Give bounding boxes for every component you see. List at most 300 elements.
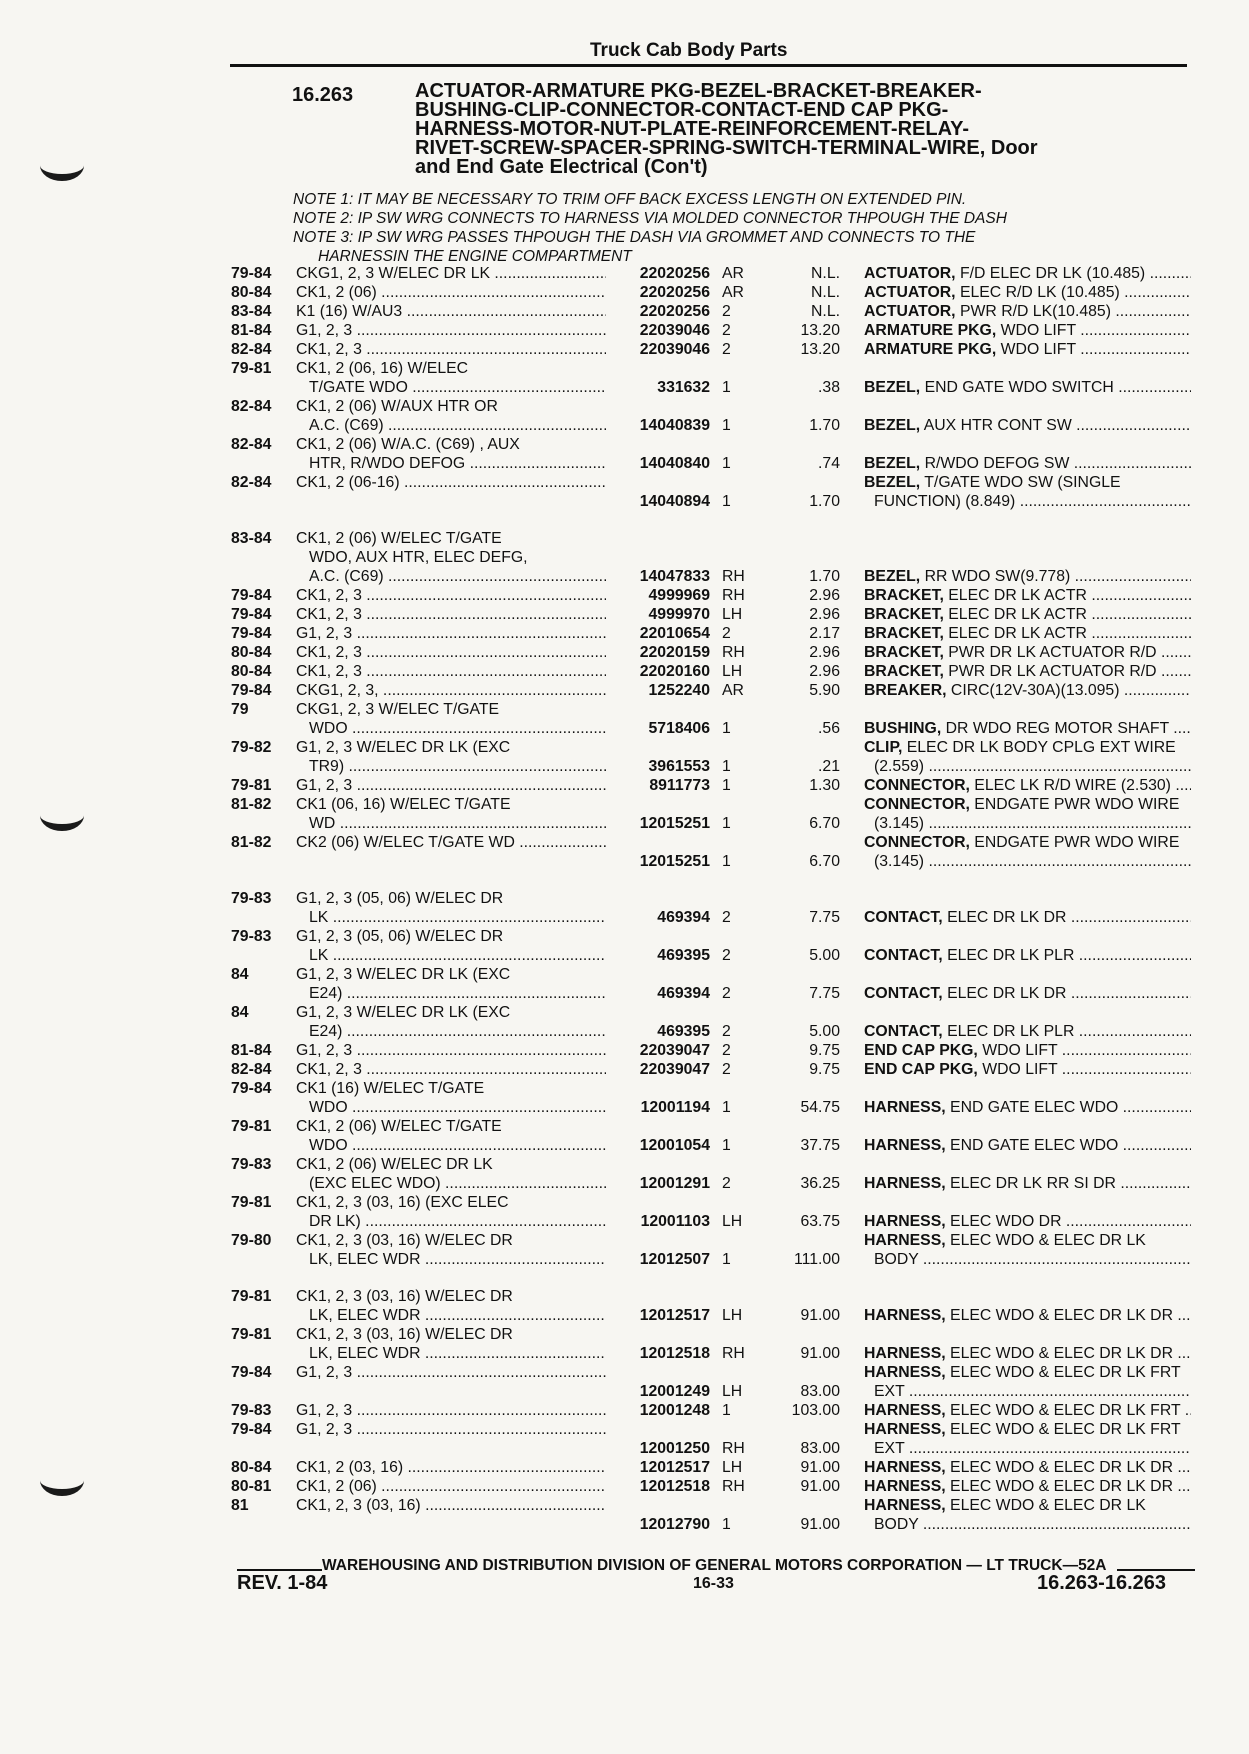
application-desc-line: WDO ..... xyxy=(296,719,606,738)
parts-row xyxy=(231,397,1191,435)
note-line: NOTE 1: IT MAY BE NECESSARY TO TRIM OFF BACK EXCESS LENGTH ON EXTENDED PIN. xyxy=(293,191,967,208)
application-desc-line: CK1, 2 (06) W/A.C. (C69) , AUX xyxy=(296,436,520,453)
application-desc-line: CK1, 2, 3 (03, 16) W/ELEC DR xyxy=(296,1326,513,1343)
part-number: 12012518 xyxy=(639,1345,710,1362)
part-name xyxy=(846,1231,1191,1269)
part-name xyxy=(846,643,1191,662)
part-number: 4999969 xyxy=(648,587,710,604)
application-desc xyxy=(296,700,606,738)
model-years: 79-84 xyxy=(231,265,272,282)
part-name-key: HARNESS, xyxy=(864,1232,946,1249)
part-number: 12012507 xyxy=(639,1251,710,1268)
part-name xyxy=(846,833,1191,871)
part-name-detail: ELEC DR LK DR xyxy=(947,909,1067,926)
part-name xyxy=(846,416,1191,435)
part-name-detail: END GATE ELEC WDO xyxy=(950,1137,1119,1154)
part-name xyxy=(846,1306,1191,1325)
quantity: 1 xyxy=(722,379,731,396)
part-number: 12001194 xyxy=(640,1099,710,1116)
application-desc-line: CK2 (06) W/ELEC T/GATE WD ..... xyxy=(296,833,606,852)
part-name-key: BEZEL, xyxy=(864,379,921,396)
list-price: 36.25 xyxy=(800,1175,840,1192)
model-years: 81-84 xyxy=(231,322,272,339)
part-name-detail: ELEC WDO & ELEC DR LK FRT xyxy=(950,1421,1181,1438)
part-name xyxy=(846,1477,1191,1496)
application-desc-line: A.C. (C69) ..... xyxy=(296,416,606,435)
parts-row xyxy=(231,776,1191,795)
application-desc xyxy=(296,681,606,700)
section-title xyxy=(415,82,1155,177)
part-name-detail: ELEC DR LK ACTR xyxy=(948,625,1087,642)
part-name-detail: ELEC WDO & ELEC DR LK xyxy=(950,1232,1146,1249)
application-desc-line: G1, 2, 3 ..... xyxy=(296,1041,606,1060)
part-name xyxy=(846,321,1191,340)
page-header-title: Truck Cab Body Parts xyxy=(590,40,788,61)
header-rule xyxy=(230,64,1187,67)
application-desc-line: G1, 2, 3 ..... xyxy=(296,321,606,340)
part-name-key: BRACKET, xyxy=(864,644,944,661)
list-price: 2.17 xyxy=(809,625,840,642)
application-desc xyxy=(296,1060,606,1079)
application-desc xyxy=(296,1155,606,1193)
list-price: 2.96 xyxy=(809,663,840,680)
part-name-detail: ELEC WDO & ELEC DR LK DR xyxy=(950,1345,1173,1362)
application-desc-line: CKG1, 2, 3 W/ELEC DR LK ..... xyxy=(296,264,606,283)
application-desc-line: CKG1, 2, 3 W/ELEC T/GATE xyxy=(296,701,500,718)
section-title-line: and End Gate Electrical (Con't) xyxy=(415,156,708,178)
list-price: 83.00 xyxy=(800,1440,840,1457)
application-desc xyxy=(296,1420,606,1439)
punch-hole-mark xyxy=(40,1465,84,1496)
part-name-detail: ELEC WDO & ELEC DR LK FRT xyxy=(950,1402,1181,1419)
model-years: 79-80 xyxy=(231,1232,272,1249)
application-desc-line: G1, 2, 3 ..... xyxy=(296,1363,606,1382)
list-price: 6.70 xyxy=(809,853,840,870)
model-years: 79-83 xyxy=(231,928,272,945)
part-name xyxy=(846,719,1191,738)
application-desc xyxy=(296,1477,606,1496)
part-number: 5718406 xyxy=(648,720,710,737)
parts-row xyxy=(231,473,1191,511)
part-name xyxy=(846,1022,1191,1041)
list-price: 91.00 xyxy=(800,1459,840,1476)
quantity: 2 xyxy=(722,947,731,964)
model-years: 79 xyxy=(231,701,249,718)
parts-row xyxy=(231,662,1191,681)
part-name-detail: DR WDO REG MOTOR SHAFT xyxy=(945,720,1169,737)
part-name-key: HARNESS, xyxy=(864,1478,946,1495)
list-price: 13.20 xyxy=(800,341,840,358)
part-name xyxy=(846,908,1191,927)
application-desc-line: G1, 2, 3 W/ELEC DR LK (EXC xyxy=(296,966,511,983)
quantity: 1 xyxy=(722,493,731,510)
list-price: 5.90 xyxy=(809,682,840,699)
application-desc-line: G1, 2, 3 W/ELEC DR LK (EXC xyxy=(296,739,511,756)
application-desc-line: T/GATE WDO ..... xyxy=(296,378,606,397)
application-desc-line: HTR, R/WDO DEFOG ..... xyxy=(296,454,606,473)
application-desc xyxy=(296,1041,606,1060)
part-name xyxy=(846,662,1191,681)
part-number: 3961553 xyxy=(648,758,710,775)
parts-row xyxy=(231,1325,1191,1363)
model-years: 79-84 xyxy=(231,1080,272,1097)
page-number: 16-33 xyxy=(693,1575,734,1592)
parts-row xyxy=(231,643,1191,662)
footer-rule xyxy=(237,1569,322,1571)
model-years: 79-81 xyxy=(231,1194,272,1211)
model-years: 80-84 xyxy=(231,663,272,680)
part-name-key: HARNESS, xyxy=(864,1213,946,1230)
part-number: 12015251 xyxy=(639,815,710,832)
application-desc xyxy=(296,321,606,340)
list-price: N.L. xyxy=(811,265,840,282)
application-desc xyxy=(296,340,606,359)
quantity: LH xyxy=(722,1459,743,1476)
part-name-detail: PWR DR LK ACTUATOR R/D xyxy=(948,644,1157,661)
part-number: 22039046 xyxy=(639,341,710,358)
application-desc-line: CK1, 2, 3 ..... xyxy=(296,1060,606,1079)
part-name-key: BEZEL, xyxy=(864,417,921,434)
part-name-detail: WDO LIFT xyxy=(982,1061,1058,1078)
part-name-continuation: EXT ..... xyxy=(864,1439,1191,1458)
application-desc xyxy=(296,927,606,965)
application-desc-line: LK, ELEC WDR ..... xyxy=(296,1250,606,1269)
application-desc xyxy=(296,473,606,492)
part-name xyxy=(846,1060,1191,1079)
quantity: 1 xyxy=(722,1137,731,1154)
part-name xyxy=(846,681,1191,700)
part-name-detail: CIRC(12V-30A)(13.095) xyxy=(950,682,1120,699)
application-desc-line: CK1 (06, 16) W/ELEC T/GATE xyxy=(296,796,511,813)
part-name-key: HARNESS, xyxy=(864,1099,946,1116)
part-number: 22039047 xyxy=(639,1042,710,1059)
part-name-detail: ELEC DR LK BODY CPLG EXT WIRE xyxy=(906,739,1176,756)
part-number: 12012517 xyxy=(639,1459,710,1476)
application-desc xyxy=(296,264,606,283)
part-name-detail: ELEC WDO DR xyxy=(950,1213,1062,1230)
list-price: 2.96 xyxy=(809,587,840,604)
part-name xyxy=(846,567,1191,586)
part-number: 14040840 xyxy=(639,455,710,472)
parts-row xyxy=(231,1420,1191,1458)
application-desc-line: G1, 2, 3 ..... xyxy=(296,776,606,795)
list-price: 7.75 xyxy=(809,909,840,926)
application-desc xyxy=(296,435,606,473)
application-desc xyxy=(296,662,606,681)
part-name-key: BRACKET, xyxy=(864,625,944,642)
parts-row xyxy=(231,965,1191,1003)
quantity: LH xyxy=(722,1307,743,1324)
quantity: RH xyxy=(722,587,745,604)
parts-row xyxy=(231,264,1191,283)
application-desc xyxy=(296,397,606,435)
application-desc-line: E24) ..... xyxy=(296,1022,606,1041)
model-years: 79-83 xyxy=(231,1402,272,1419)
parts-row xyxy=(231,1041,1191,1060)
section-title-line: HARNESS-MOTOR-NUT-PLATE-REINFORCEMENT-RELAY- xyxy=(415,118,970,140)
parts-row xyxy=(231,795,1191,833)
application-desc-line: G1, 2, 3 ..... xyxy=(296,1420,606,1439)
parts-row xyxy=(231,1060,1191,1079)
application-desc-line: TR9) ..... xyxy=(296,757,606,776)
quantity: RH xyxy=(722,568,745,585)
parts-row xyxy=(231,833,1191,871)
part-name-key: END CAP PKG, xyxy=(864,1061,978,1078)
part-name-detail: T/GATE WDO SW (SINGLE xyxy=(924,474,1121,491)
model-years: 79-84 xyxy=(231,1364,272,1381)
application-desc xyxy=(296,1003,606,1041)
model-years: 81-82 xyxy=(231,834,272,851)
list-price: 5.00 xyxy=(809,947,840,964)
part-name-key: CONTACT, xyxy=(864,1023,943,1040)
part-name xyxy=(846,738,1191,776)
part-name xyxy=(846,1401,1191,1420)
list-price: 1.70 xyxy=(809,493,840,510)
parts-row xyxy=(231,529,1191,586)
notes-block xyxy=(293,190,1193,266)
model-years: 82-84 xyxy=(231,1061,272,1078)
model-years: 79-84 xyxy=(231,1421,272,1438)
part-number: 12001291 xyxy=(639,1175,710,1192)
part-name xyxy=(846,1098,1191,1117)
application-desc xyxy=(296,529,606,586)
part-name-detail: ELEC DR LK PLR xyxy=(947,1023,1075,1040)
parts-row xyxy=(231,586,1191,605)
model-years: 79-83 xyxy=(231,1156,272,1173)
application-desc-line: G1, 2, 3 (05, 06) W/ELEC DR xyxy=(296,928,504,945)
quantity: 2 xyxy=(722,985,731,1002)
part-name xyxy=(846,264,1191,283)
list-price: 9.75 xyxy=(809,1042,840,1059)
part-name-key: BREAKER, xyxy=(864,682,947,699)
part-name-detail: PWR R/D LK(10.485) xyxy=(959,303,1111,320)
model-years: 82-84 xyxy=(231,398,272,415)
part-number: 12001248 xyxy=(639,1402,710,1419)
part-number: 12015251 xyxy=(639,853,710,870)
quantity: 2 xyxy=(722,322,731,339)
quantity: 1 xyxy=(722,758,731,775)
part-number: 22020159 xyxy=(639,644,710,661)
model-years: 79-81 xyxy=(231,360,272,377)
list-price: 91.00 xyxy=(800,1478,840,1495)
list-price: 6.70 xyxy=(809,815,840,832)
part-name xyxy=(846,340,1191,359)
quantity: 2 xyxy=(722,1061,731,1078)
application-desc xyxy=(296,738,606,776)
part-name-continuation: FUNCTION) (8.849) ..... xyxy=(864,492,1191,511)
part-name-key: HARNESS, xyxy=(864,1137,946,1154)
model-years: 79-84 xyxy=(231,625,272,642)
application-desc xyxy=(296,965,606,1003)
part-name-key: BEZEL, xyxy=(864,474,921,491)
part-name-key: HARNESS, xyxy=(864,1175,946,1192)
model-years: 79-83 xyxy=(231,890,272,907)
revision-label: REV. 1-84 xyxy=(237,1572,328,1594)
quantity: LH xyxy=(722,663,743,680)
part-number: 14047833 xyxy=(639,568,710,585)
part-number: 22039047 xyxy=(639,1061,710,1078)
part-name-key: CONTACT, xyxy=(864,909,943,926)
model-years: 80-84 xyxy=(231,284,272,301)
part-number: 8911773 xyxy=(649,777,710,794)
part-name-key: BRACKET, xyxy=(864,587,944,604)
list-price: .56 xyxy=(818,720,840,737)
quantity: 2 xyxy=(722,1042,731,1059)
part-name-detail: AUX HTR CONT SW xyxy=(923,417,1072,434)
list-price: 1.70 xyxy=(809,568,840,585)
part-name-continuation: (3.145) ..... xyxy=(864,852,1191,871)
part-number: 12012518 xyxy=(639,1478,710,1495)
part-name xyxy=(846,1458,1191,1477)
application-desc-line: K1 (16) W/AU3 ..... xyxy=(296,302,606,321)
application-desc-line: WDO ..... xyxy=(296,1098,606,1117)
part-name xyxy=(846,454,1191,473)
application-desc xyxy=(296,586,606,605)
parts-row xyxy=(231,700,1191,738)
part-name xyxy=(846,1174,1191,1193)
parts-row xyxy=(231,1155,1191,1193)
part-number: 22010654 xyxy=(639,625,710,642)
parts-row xyxy=(231,340,1191,359)
part-name xyxy=(846,776,1191,795)
part-name-key: ACTUATOR, xyxy=(864,303,956,320)
quantity: 1 xyxy=(722,853,731,870)
model-years: 80-84 xyxy=(231,1459,272,1476)
application-desc xyxy=(296,795,606,833)
list-price: 63.75 xyxy=(800,1213,840,1230)
part-name-key: HARNESS, xyxy=(864,1402,946,1419)
model-years: 81 xyxy=(231,1497,249,1514)
model-years: 82-84 xyxy=(231,436,272,453)
part-name xyxy=(846,795,1191,833)
quantity: 2 xyxy=(722,341,731,358)
model-years: 79-81 xyxy=(231,1326,272,1343)
parts-row xyxy=(231,359,1191,397)
application-desc-line: CK1, 2, 3 (03, 16) W/ELEC DR xyxy=(296,1232,513,1249)
quantity: 1 xyxy=(722,777,731,794)
list-price: 83.00 xyxy=(800,1383,840,1400)
model-years: 79-81 xyxy=(231,1288,272,1305)
part-number: 12001249 xyxy=(639,1383,710,1400)
part-name xyxy=(846,1212,1191,1231)
part-name-detail: RR WDO SW(9.778) xyxy=(924,568,1071,585)
part-number: 4999970 xyxy=(648,606,710,623)
list-price: 1.70 xyxy=(809,417,840,434)
note-line: NOTE 2: IP SW WRG CONNECTS TO HARNESS VIA MOLDED CONNECTOR THPOUGH THE DASH xyxy=(293,210,1007,227)
quantity: 2 xyxy=(722,909,731,926)
part-name-key: HARNESS, xyxy=(864,1364,946,1381)
section-range: 16.263-16.263 xyxy=(1037,1572,1167,1594)
parts-row xyxy=(231,1477,1191,1496)
part-name-continuation: BODY ..... xyxy=(864,1250,1191,1269)
list-price: .21 xyxy=(818,758,840,775)
model-years: 79-81 xyxy=(231,777,272,794)
application-desc xyxy=(296,1193,606,1231)
parts-row xyxy=(231,889,1191,927)
quantity: 1 xyxy=(722,417,731,434)
part-name-detail: ELEC WDO & ELEC DR LK FRT xyxy=(950,1364,1181,1381)
part-name-continuation: (2.559) ..... xyxy=(864,757,1191,776)
part-number: 12001250 xyxy=(639,1440,710,1457)
part-name-detail: ELEC DR LK DR xyxy=(947,985,1067,1002)
part-number: 14040894 xyxy=(639,493,710,510)
parts-row xyxy=(231,738,1191,776)
quantity: LH xyxy=(722,1383,743,1400)
part-number: 22020256 xyxy=(639,303,710,320)
quantity: 2 xyxy=(722,625,731,642)
part-name-key: BEZEL, xyxy=(864,455,921,472)
part-name xyxy=(846,1496,1191,1534)
parts-row xyxy=(231,1496,1191,1534)
application-desc xyxy=(296,283,606,302)
application-desc-line: CK1, 2, 3 (03, 16) ..... xyxy=(296,1496,606,1515)
part-name-detail: ENDGATE PWR WDO WIRE xyxy=(974,796,1180,813)
parts-row xyxy=(231,1401,1191,1420)
section-title-line: BUSHING-CLIP-CONNECTOR-CONTACT-END CAP PKG- xyxy=(415,99,949,121)
application-desc xyxy=(296,1287,606,1325)
model-years: 79-82 xyxy=(231,739,272,756)
part-number: 22020256 xyxy=(639,284,710,301)
quantity: 1 xyxy=(722,1402,731,1419)
part-name-key: CONTACT, xyxy=(864,947,943,964)
model-years: 79-81 xyxy=(231,1118,272,1135)
model-years: 84 xyxy=(231,966,249,983)
quantity: AR xyxy=(722,284,744,301)
list-price: 54.75 xyxy=(800,1099,840,1116)
list-price: 9.75 xyxy=(809,1061,840,1078)
part-number: 22020256 xyxy=(639,265,710,282)
application-desc xyxy=(296,1496,606,1515)
quantity: 1 xyxy=(722,1516,731,1533)
list-price: N.L. xyxy=(811,303,840,320)
part-name xyxy=(846,605,1191,624)
model-years: 83-84 xyxy=(231,303,272,320)
list-price: 37.75 xyxy=(800,1137,840,1154)
application-desc-line: CK1, 2 (06) ..... xyxy=(296,1477,606,1496)
quantity: 1 xyxy=(722,815,731,832)
parts-row xyxy=(231,624,1191,643)
part-name-detail: ELEC WDO & ELEC DR LK DR xyxy=(950,1478,1173,1495)
part-name-detail: ELEC WDO & ELEC DR LK DR xyxy=(950,1307,1173,1324)
quantity: LH xyxy=(722,606,743,623)
part-name-detail: ELEC DR LK RR SI DR xyxy=(950,1175,1116,1192)
part-name-detail: WDO LIFT xyxy=(982,1042,1058,1059)
quantity: 2 xyxy=(722,1175,731,1192)
part-name xyxy=(846,624,1191,643)
application-desc-line: CK1, 2, 3 ..... xyxy=(296,605,606,624)
application-desc xyxy=(296,1079,606,1117)
list-price: N.L. xyxy=(811,284,840,301)
part-number: 469394 xyxy=(657,985,710,1002)
part-name-continuation: (3.145) ..... xyxy=(864,814,1191,833)
part-name-detail: ELEC WDO & ELEC DR LK DR xyxy=(950,1459,1173,1476)
application-desc xyxy=(296,1363,606,1382)
list-price: 2.96 xyxy=(809,606,840,623)
part-name-key: HARNESS, xyxy=(864,1345,946,1362)
list-price: 13.20 xyxy=(800,322,840,339)
part-name-key: ACTUATOR, xyxy=(864,284,956,301)
application-desc-line: WDO, AUX HTR, ELEC DEFG, xyxy=(309,549,528,566)
part-name xyxy=(846,946,1191,965)
list-price: 2.96 xyxy=(809,644,840,661)
parts-row xyxy=(231,1458,1191,1477)
part-number: 12001054 xyxy=(639,1137,710,1154)
part-name-detail: ELEC WDO & ELEC DR LK xyxy=(950,1497,1146,1514)
quantity: LH xyxy=(722,1213,743,1230)
part-number: 12012517 xyxy=(639,1307,710,1324)
application-desc xyxy=(296,359,606,397)
part-name-detail: ELEC R/D LK (10.485) xyxy=(959,284,1120,301)
